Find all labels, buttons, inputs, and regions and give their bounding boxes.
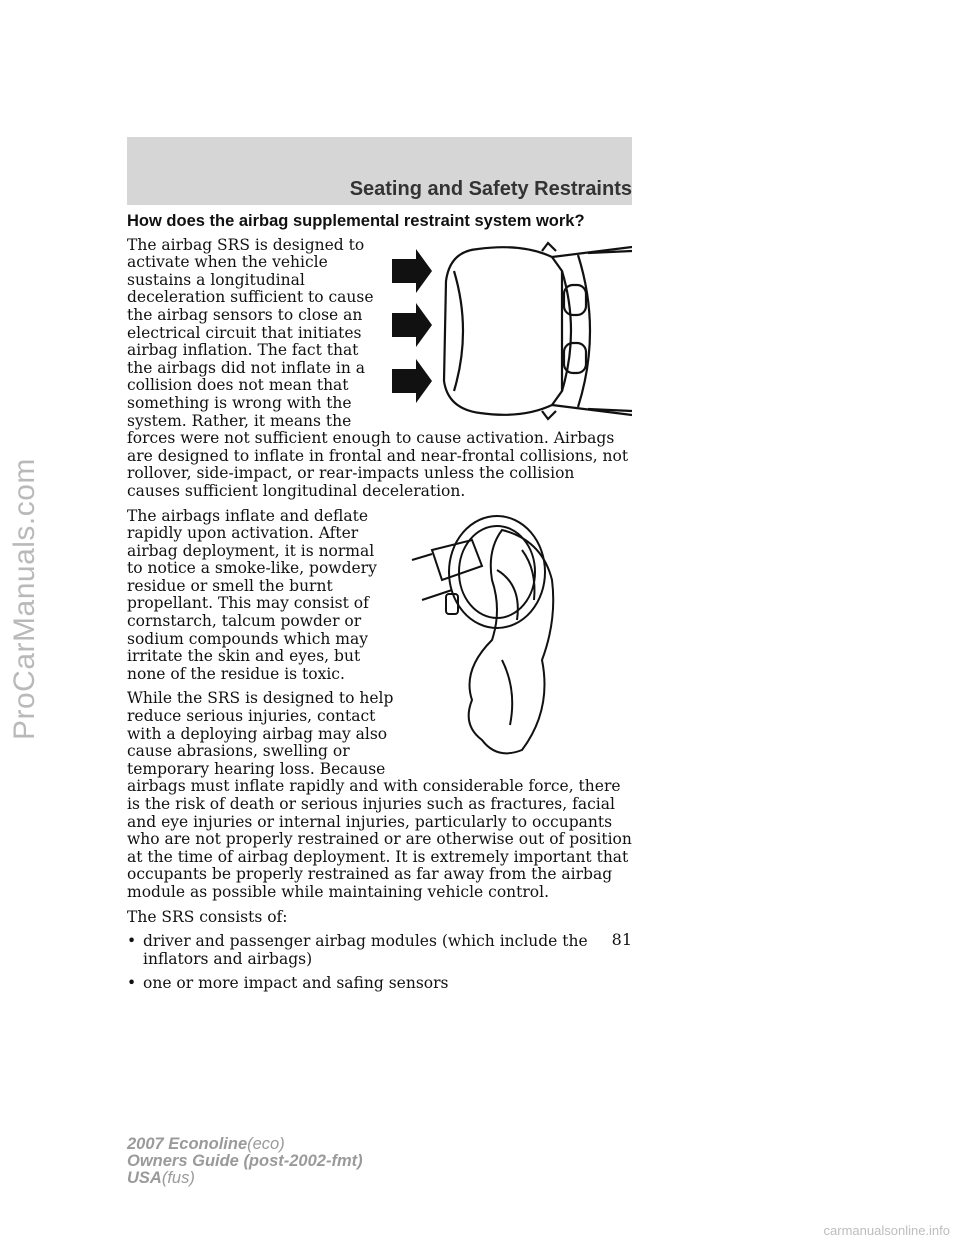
impact-arrow-middle <box>392 303 432 347</box>
section-title: Seating and Safety Restraints <box>349 178 632 200</box>
footer-market-code: (fus) <box>161 1169 195 1187</box>
paragraph-srs-consists: The SRS consists of: <box>127 907 288 926</box>
list-item <box>127 975 632 993</box>
paragraph-intro: The airbag SRS is designed to activate when the vehicle sustains a longitudinal deceleration sufficient to cause the airbag sensors to close an electrical circuit that initiates airbag inflation. The fact that the airbags did not inflate in a collision does not mean that something is wrong with the system. Rather, it means the forces were not sufficient enough to cause activation. Airbags are designed to inflate in frontal and near-frontal collisions, not rollover, side-impact, or rear-impacts unless the collision causes sufficient longitudinal deceleration. <box>127 235 629 500</box>
bullet-icon: • <box>127 974 137 993</box>
section-header <box>127 137 632 205</box>
steering-wheel-airbag-illustration <box>402 510 602 760</box>
steering-wheel <box>412 516 545 628</box>
impact-arrow-bottom <box>392 359 432 403</box>
paragraph-injury-warning: While the SRS is designed to help reduce serious injuries, contact with a deploying airbag may also cause abrasions, swelling or temporary hearing loss. Because airbags must inflate rapidly and with considerable force, there is the risk of death or serious injuries such as fractures, facial and eye injuries or internal injuries, particularly to occupants who are not properly restrained or are otherwise out of position at the time of airbag deployment. It is extremely important that occupants be properly restrained as far away from the airbag module as possible while maintaining vehicle control. <box>127 689 632 901</box>
site-footer-text: carmanualsonline.info <box>823 1223 950 1238</box>
footer-line-2: Owners Guide (post-2002-fmt) <box>127 1152 363 1170</box>
page-content <box>127 213 632 1000</box>
paragraph-deflate: The airbags inflate and deflate rapidly upon activation. After airbag deployment, it is normal to notice a smoke-like, powdery residue or smell the burnt propellant. This may consist of cornstarch, talcum powder or sodium compounds which may irritate the skin and eyes, but none of the residue is toxic. <box>127 506 377 683</box>
page-number: 81 <box>611 930 632 949</box>
footer-line-1 <box>127 1136 363 1153</box>
footer-model-code: (eco) <box>247 1135 285 1153</box>
watermark-text: ProCarManuals.com <box>8 458 41 740</box>
list-item-text: driver and passenger airbag modules (which include the inflators and airbags) <box>143 932 588 968</box>
list-item-text: one or more impact and safing sensors <box>143 974 449 993</box>
footer-line-3 <box>127 1170 363 1187</box>
list-item <box>127 933 632 968</box>
bullet-icon: • <box>127 932 137 951</box>
vehicle-outline <box>444 243 632 419</box>
section-heading: How does the airbag supplemental restraint system work? <box>127 212 585 230</box>
srs-components-list <box>127 933 632 993</box>
footer-market: USA <box>127 1169 162 1187</box>
footer-model: 2007 Econoline <box>127 1135 248 1153</box>
document-footer <box>127 1136 363 1187</box>
impact-arrow-top <box>392 249 432 293</box>
vehicle-frontal-impact-illustration <box>392 241 632 421</box>
